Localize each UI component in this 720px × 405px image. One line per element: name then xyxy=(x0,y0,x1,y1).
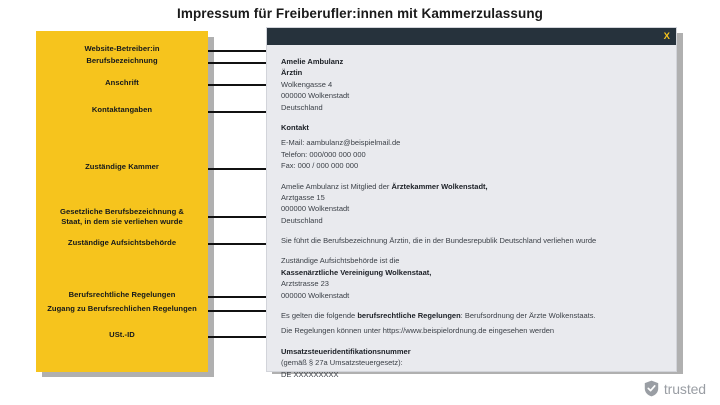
trusted-wordmark: trusted xyxy=(663,380,706,397)
operator-street: Wolkengasse 4 xyxy=(281,79,333,89)
professional-title-text: Sie führt die Berufsbezeichnung Ärztin, die in der Bundesrepublik Deutschland verliehen wurde xyxy=(281,236,597,246)
label-zustaendige-kammer: Zuständige Kammer xyxy=(85,162,159,171)
regulations-prefix: Es gelten die folgende xyxy=(281,311,358,321)
operator-block xyxy=(281,56,664,113)
close-icon[interactable]: X xyxy=(663,30,670,42)
label-ust-id: USt.-ID xyxy=(109,330,135,339)
chamber-membership-line xyxy=(281,181,664,192)
regulations-line xyxy=(281,310,664,321)
vat-block xyxy=(281,346,664,380)
chamber-city: 000000 Wolkenstadt xyxy=(281,204,350,214)
label-website-betreiber: Website-Betreiber:in xyxy=(84,44,160,53)
contact-block xyxy=(281,122,664,172)
regulations-block xyxy=(281,310,664,337)
trusted-logo xyxy=(644,380,706,397)
label-gesetzliche-berufsbez: Gesetzliche Berufsbezeichnung & Staat, in dem sie verliehen wurde xyxy=(60,207,184,227)
vat-law: (gemäß § 27a Umsatzsteuergesetz): xyxy=(281,358,403,368)
professional-title-block xyxy=(281,235,664,246)
chamber-country: Deutschland xyxy=(281,215,323,225)
label-berufsbezeichnung: Berufsbezeichnung xyxy=(86,56,158,65)
label-anschrift: Anschrift xyxy=(105,78,139,87)
authority-city: 000000 Wolkenstadt xyxy=(281,290,350,300)
impressum-document-window xyxy=(266,27,677,379)
chamber-intro: Amelie Ambulanz ist Mitglied der xyxy=(281,181,392,191)
label-zugang-berufsrechtliche: Zugang zu Berufsrechlichen Regelungen xyxy=(47,304,197,313)
document-titlebar xyxy=(267,28,676,45)
authority-block xyxy=(281,255,664,301)
operator-name: Amelie Ambulanz xyxy=(281,57,344,66)
vat-number: DE XXXXXXXXX xyxy=(281,369,339,379)
shield-check-icon xyxy=(644,380,659,397)
contact-fax: Fax: 000 / 000 000 000 xyxy=(281,161,359,171)
document-body xyxy=(267,45,676,379)
contact-email: E-Mail: aambulanz@beispielmail.de xyxy=(281,138,401,148)
contact-heading: Kontakt xyxy=(281,122,309,132)
authority-intro: Zuständige Aufsichtsbehörde ist die xyxy=(281,256,400,266)
operator-city: 000000 Wolkenstadt xyxy=(281,91,350,101)
regulations-suffix: : Berufsordnung der Ärzte Wolkenstaats. xyxy=(460,311,596,321)
label-zustaendige-aufsicht: Zuständige Aufsichtsbehörde xyxy=(67,238,177,247)
label-berufsrechtliche-reg: Berufsrechtliche Regelungen xyxy=(68,290,176,299)
regulations-bold: berufsrechtliche Regelungen xyxy=(357,311,461,321)
regulations-access: Die Regelungen können unter https://www.beispielordnung.de eingesehen werden xyxy=(281,326,555,336)
authority-name: Kassenärztliche Vereinigung Wolkenstaat, xyxy=(281,267,432,277)
operator-profession: Ärztin xyxy=(281,68,303,78)
chamber-name: Ärztekammer Wolkenstadt, xyxy=(391,181,488,191)
vat-heading: Umsatzsteueridentifikationsnummer xyxy=(281,346,411,356)
label-kontaktangaben: Kontaktangaben xyxy=(91,105,153,114)
page-title: Impressum für Freiberufler:innen mit Kammerzulassung xyxy=(176,6,544,21)
contact-phone: Telefon: 000/000 000 000 xyxy=(281,149,366,159)
chamber-street: Arztgasse 15 xyxy=(281,192,325,202)
operator-country: Deutschland xyxy=(281,102,323,112)
authority-street: Arztstrasse 23 xyxy=(281,279,329,289)
chamber-block xyxy=(281,181,664,227)
